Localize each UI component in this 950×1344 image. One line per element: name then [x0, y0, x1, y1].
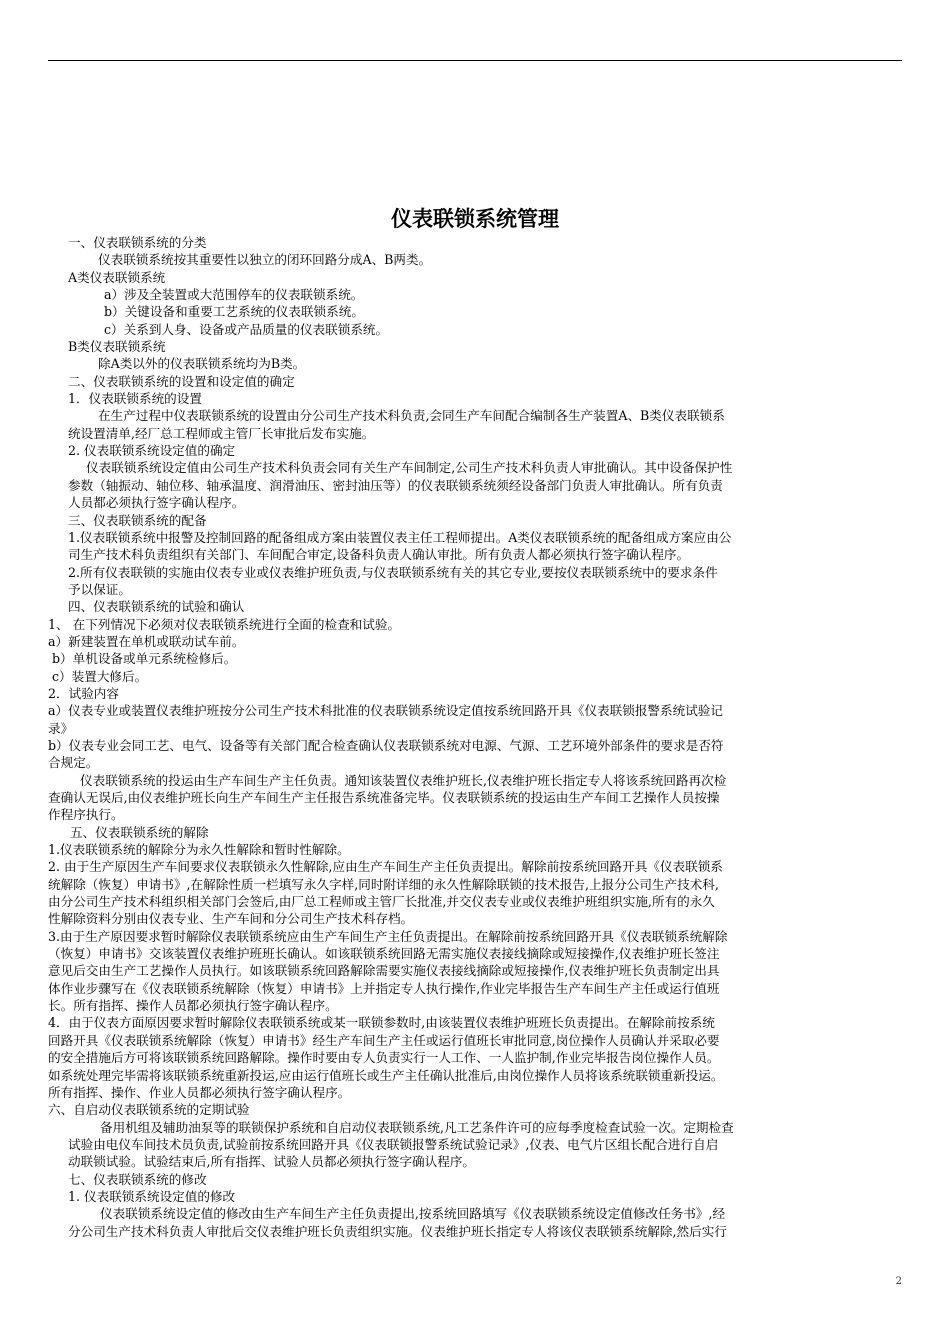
text-line: 2．试验内容 — [48, 685, 119, 701]
text-line: 2. 仪表联锁系统设定值的确定 — [68, 443, 236, 459]
text-line: 回路开具《仪表联锁系统解除（恢复）申请书》经生产车间生产主任或运行值班长审批同意,岗位操作人员确认并采取必要 — [48, 1032, 720, 1048]
text-line: 人员都必须执行签字确认程序。 — [68, 495, 245, 511]
text-line: 七、仪表联锁系统的修改 — [68, 1171, 207, 1187]
text-line: 四、仪表联锁系统的试验和确认 — [68, 599, 245, 615]
text-line: 1.仪表联锁系统的解除分为永久性解除和暂时性解除。 — [48, 842, 350, 858]
text-line: 二、仪表联锁系统的设置和设定值的确定 — [68, 373, 295, 389]
text-line: 如系统处理完毕需将该联锁系统重新投运,应由运行值班长或生产主任确认批准后,由岗位操作人员将该系统联锁重新投运。 — [48, 1067, 724, 1083]
text-line: 五、仪表联锁系统的解除 — [70, 824, 209, 840]
text-line: 4．由于仪表方面原因要求暂时解除仪表联锁系统或某一联锁参数时,由该装置仪表维护班班长负责提出。在解除前按系统 — [48, 1015, 715, 1031]
text-line: 试验由电仪车间技术员负责,试验前按系统回路开具《仪表联锁报警系统试验记录》,仪表、电气片区组长配合进行自启 — [68, 1136, 719, 1152]
text-line: 动联锁试验。试验结束后,所有指挥、试验人员都必须执行签字确认程序。 — [68, 1154, 476, 1170]
text-line: 1. 仪表联锁系统设定值的修改 — [68, 1188, 236, 1204]
text-line: b）仪表专业会同工艺、电气、设备等有关部门配合检查确认仪表联锁系统对电源、气源、工艺环境外部条件的要求是否符 — [48, 737, 724, 753]
header-rule — [48, 60, 902, 61]
text-line: 予以保证。 — [68, 581, 131, 597]
text-line: 体作业步骤写在《仪表联锁系统解除（恢复）申请书》上并指定专人执行操作,作业完毕报告生产车间生产主任或运行值班 — [48, 980, 720, 996]
text-line: a）新建装置在单机或联动试车前。 — [48, 633, 245, 649]
text-line: 3.由于生产原因要求暂时解除仪表联锁系统应由生产车间生产主任负责提出。在解除前按系统回路开具《仪表联锁系统解除 — [48, 928, 728, 944]
text-line: b）关键设备和重要工艺系统的仪表联锁系统。 — [104, 304, 364, 320]
text-line: 的安全措施后方可将该联锁系统回路解除。操作时要由专人负责实行一人工作、一人监护制,作业完毕报告岗位操作人员。 — [48, 1050, 720, 1066]
text-line: 意见后交由生产工艺操作人员执行。如该联锁系统回路解除需要实施仪表接线摘除或短接操作,仪表维护班长负责制定出具 — [48, 963, 720, 979]
page-number: 2 — [895, 1276, 902, 1287]
text-line: 参数（轴振动、轴位移、轴承温度、润滑油压、密封油压等）的仪表联锁系统须经设备部门负责人审批确认。所有负责 — [68, 477, 723, 493]
text-line: 由分公司生产技术科组织相关部门会签后,由厂总工程师或主管厂长批准,并交仪表专业或仪表维护班组织实施,所有的永久 — [48, 894, 715, 910]
document-body — [48, 234, 902, 1240]
text-line: A类仪表联锁系统 — [68, 269, 166, 285]
text-line: 1.仪表联锁系统中报警及控制回路的配备组成方案由装置仪表主任工程师提出。A类仪表联锁系统的配备组成方案应由公 — [68, 529, 732, 545]
text-line: B类仪表联锁系统 — [68, 339, 166, 355]
text-line: 2.所有仪表联锁的实施由仪表专业或仪表维护班负责,与仪表联锁系统有关的其它专业,要按仪表联锁系统中的要求条件 — [68, 564, 718, 580]
text-line: 仪表联锁系统的投运由生产车间生产主任负责。通知该装置仪表维护班长,仪表维护班长指定专人将该系统回路再次检 — [80, 772, 727, 788]
text-line: c）装置大修后。 — [52, 668, 148, 684]
text-line: 合规定。 — [48, 755, 99, 771]
text-line: 三、仪表联锁系统的配备 — [68, 512, 207, 528]
text-line: 查确认无误后,由仪表维护班长向生产车间生产主任报告系统准备完毕。仪表联锁系统的投运由生产车间工艺操作人员按操 — [48, 790, 720, 805]
text-line: 在生产过程中仪表联锁系统的设置由分公司生产技术科负责,会同生产车间配合编制各生产装置A、B类仪表联锁系 — [98, 408, 725, 424]
text-line: 作程序执行。 — [48, 807, 124, 823]
text-line: a）仪表专业或装置仪表维护班按分公司生产技术科批准的仪表联锁系统设定值按系统回路开具《仪表联锁报警系统试验记 — [48, 703, 723, 719]
text-line: 仪表联锁系统设定值由公司生产技术科负责会同有关生产车间制定,公司生产技术科负责人审批确认。其中设备保护性 — [86, 460, 733, 476]
text-line: 仪表联锁系统设定值的修改由生产车间生产主任负责提出,按系统回路填写《仪表联锁系统设定值修改任务书》,经 — [100, 1206, 726, 1222]
text-line: 仪表联锁系统按其重要性以独立的闭环回路分成A、B两类。 — [98, 252, 432, 268]
text-line: （恢复）申请书》交该装置仪表维护班班长确认。如该联锁系统回路无需实施仪表接线摘除或短接操作,仪表维护班长签注 — [48, 946, 720, 962]
text-line: 统解除（恢复）申请书》,在解除性质一栏填写永久字样,同时附详细的永久性解除联锁的技术报告,上报分公司生产技术科, — [48, 876, 719, 892]
text-line: b）单机设备或单元系统检修后。 — [52, 651, 237, 667]
text-line: 统设置清单,经厂总工程师或主管厂长审批后发布实施。 — [68, 425, 375, 441]
document-title: 仪表联锁系统管理 — [391, 207, 559, 231]
text-line: 性解除资料分别由仪表专业、生产车间和分公司生产技术科存档。 — [48, 911, 414, 927]
text-line: 除A类以外的仪表联锁系统均为B类。 — [98, 356, 306, 372]
text-line: a）涉及全装置或大范围停车的仪表联锁系统。 — [104, 287, 364, 303]
text-line: 备用机组及辅助油泵等的联锁保护系统和自启动仪表联锁系统,凡工艺条件许可的应每季度检查试验一次。定期检查 — [100, 1119, 734, 1135]
text-line: 长。所有指挥、操作人员都必须执行签字确认程序。 — [48, 998, 338, 1014]
text-line: 六、自启动仪表联锁系统的定期试验 — [48, 1102, 250, 1118]
text-line: 1．仪表联锁系统的设置 — [68, 391, 202, 407]
text-line: c）关系到人身、设备或产品质量的仪表联锁系统。 — [104, 321, 389, 337]
text-line: 2. 由于生产原因生产车间要求仪表联锁永久性解除,应由生产车间生产主任负责提出。解除前按系统回路开具《仪表联锁系 — [48, 859, 723, 875]
text-line: 录》 — [48, 720, 74, 736]
text-line: 1、 在下列情况下必须对仪表联锁系统进行全面的检查和试验。 — [48, 616, 401, 632]
text-line: 分公司生产技术科负责人审批后交仪表维护班长负责组织实施。仪表维护班长指定专人将该仪表联锁系统解除,然后实行 — [68, 1223, 727, 1239]
text-line: 司生产技术科负责组织有关部门、车间配合审定,设备科负责人确认审批。所有负责人都必须执行签字确认程序。 — [68, 547, 690, 563]
text-line: 一、仪表联锁系统的分类 — [68, 235, 207, 250]
text-line: 所有指挥、操作、作业人员都必须执行签字确认程序。 — [48, 1084, 351, 1100]
